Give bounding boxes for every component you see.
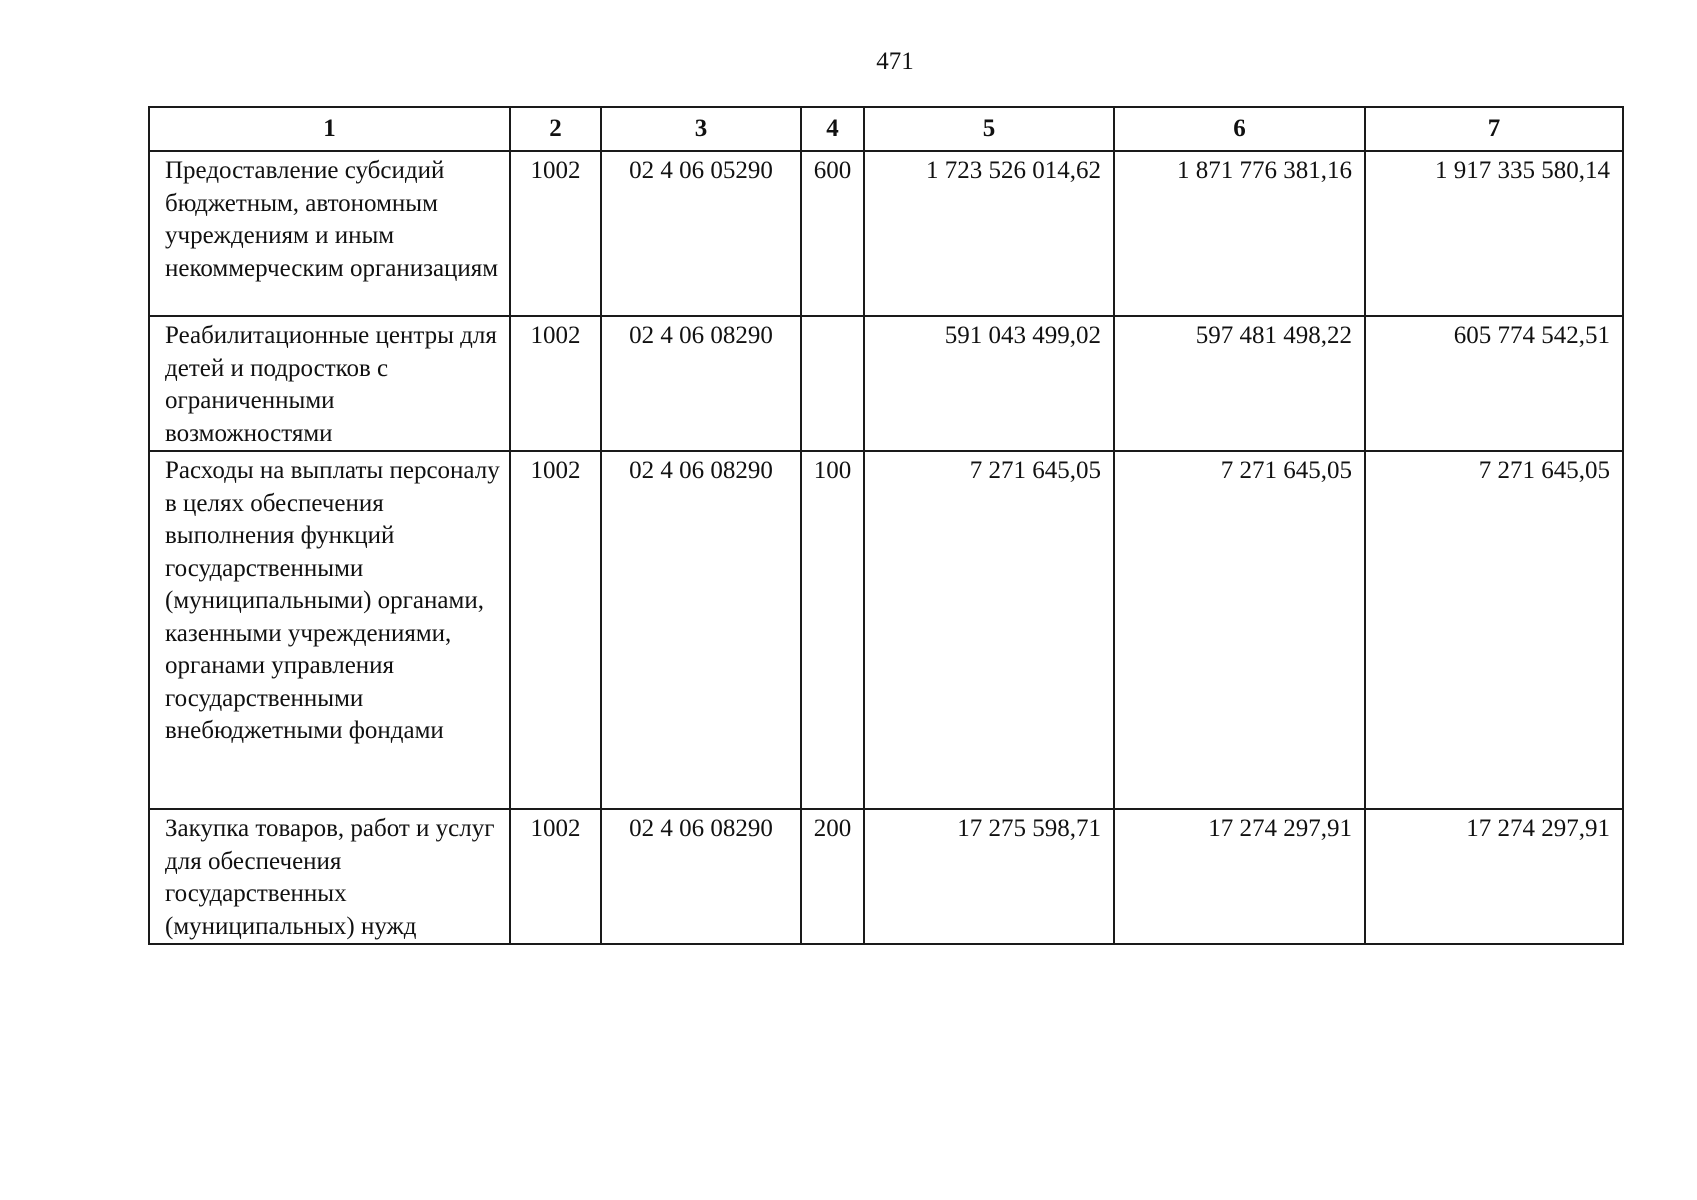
- row-name: Закупка товаров, работ и услуг для обеспечения государственных (муниципальных) нужд: [149, 809, 510, 944]
- table-header-row: [149, 107, 1623, 151]
- column-header: 7: [1365, 107, 1623, 151]
- row-amount-2: 1 871 776 381,16: [1114, 151, 1365, 316]
- column-header: 2: [510, 107, 601, 151]
- row-expense-type: 600: [801, 151, 864, 316]
- page-number: 471: [876, 48, 914, 75]
- row-section: 1002: [510, 451, 601, 809]
- column-header: 4: [801, 107, 864, 151]
- row-target-article: 02 4 06 08290: [601, 316, 801, 451]
- row-section: 1002: [510, 151, 601, 316]
- table-row: [149, 809, 1623, 944]
- row-amount-3: 7 271 645,05: [1365, 451, 1623, 809]
- row-expense-type: 200: [801, 809, 864, 944]
- row-section: 1002: [510, 809, 601, 944]
- row-name: Расходы на выплаты персоналу в целях обеспечения выполнения функций государственными (муниципальными) органами, казенными учреждениями, органами управления государственными внебюджетными фондами: [149, 451, 510, 809]
- row-amount-1: 7 271 645,05: [864, 451, 1114, 809]
- row-name: Предоставление субсидий бюджетным, автономным учреждениям и иным некоммерческим организациям: [149, 151, 510, 316]
- row-target-article: 02 4 06 05290: [601, 151, 801, 316]
- row-section: 1002: [510, 316, 601, 451]
- row-amount-1: 1 723 526 014,62: [864, 151, 1114, 316]
- row-amount-2: 597 481 498,22: [1114, 316, 1365, 451]
- row-amount-2: 7 271 645,05: [1114, 451, 1365, 809]
- row-amount-3: 17 274 297,91: [1365, 809, 1623, 944]
- row-target-article: 02 4 06 08290: [601, 809, 801, 944]
- column-header: 5: [864, 107, 1114, 151]
- row-amount-1: 591 043 499,02: [864, 316, 1114, 451]
- column-header: 1: [149, 107, 510, 151]
- row-expense-type: [801, 316, 864, 451]
- column-header: 3: [601, 107, 801, 151]
- table-row: [149, 451, 1623, 809]
- row-expense-type: 100: [801, 451, 864, 809]
- row-amount-1: 17 275 598,71: [864, 809, 1114, 944]
- table-row: [149, 151, 1623, 316]
- row-amount-2: 17 274 297,91: [1114, 809, 1365, 944]
- column-header: 6: [1114, 107, 1365, 151]
- row-target-article: 02 4 06 08290: [601, 451, 801, 809]
- budget-table: [148, 106, 1624, 945]
- table-row: [149, 316, 1623, 451]
- row-amount-3: 605 774 542,51: [1365, 316, 1623, 451]
- row-name: Реабилитационные центры для детей и подростков с ограниченными возможностями: [149, 316, 510, 451]
- row-amount-3: 1 917 335 580,14: [1365, 151, 1623, 316]
